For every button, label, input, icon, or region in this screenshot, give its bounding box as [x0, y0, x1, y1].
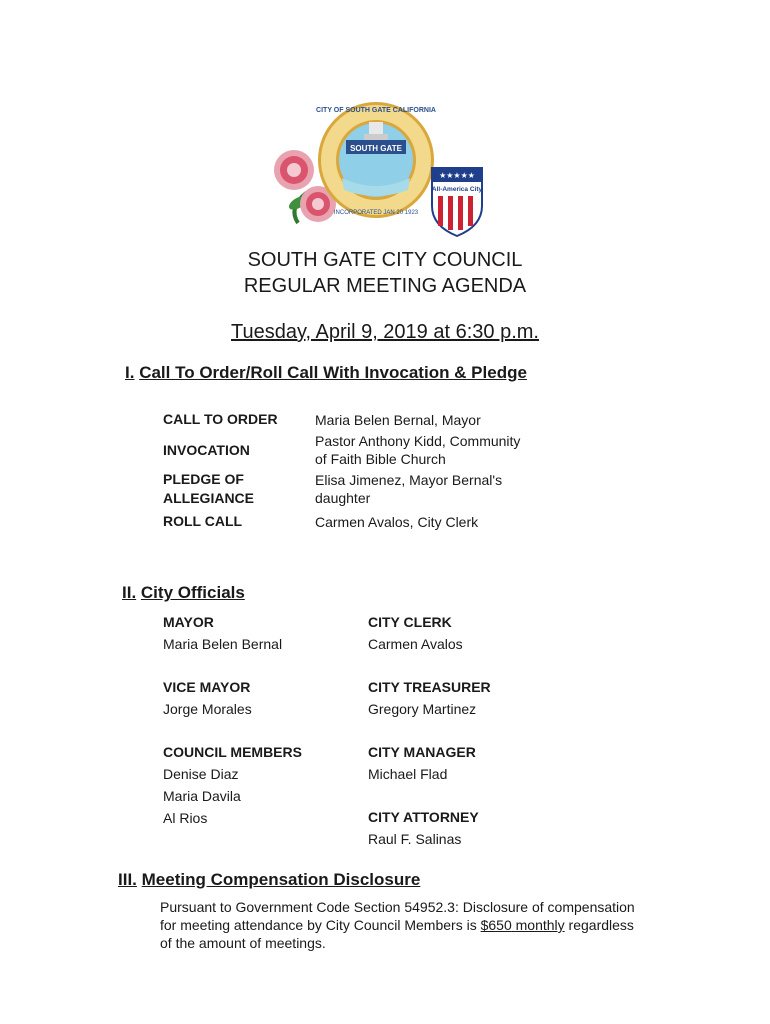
all-america-badge-text: All-America City — [431, 186, 483, 193]
city-seal-graphic — [258, 98, 494, 238]
page-title-line1: SOUTH GATE CITY COUNCIL — [247, 249, 523, 271]
invocation-value-line1: Pastor Anthony Kidd, Community — [315, 433, 521, 449]
city-clerk-role: CITY CLERK — [368, 614, 452, 630]
mayor-role: MAYOR — [163, 614, 214, 630]
section-1-heading — [125, 363, 527, 383]
pledge-value-line2: daughter — [315, 490, 371, 506]
pledge-label-line1: PLEDGE OF — [163, 471, 244, 487]
compensation-amount: $650 — [480, 917, 512, 933]
vice-mayor-name: Jorge Morales — [163, 701, 252, 717]
disclosure-text-part2: regardless of the amount of meetings. — [160, 917, 634, 951]
section-2-title: City Officials — [140, 583, 245, 602]
invocation-label: INVOCATION — [163, 442, 250, 458]
section-3-number: III. — [118, 870, 137, 889]
pledge-value-line1: Elisa Jimenez, Mayor Bernal's — [315, 472, 503, 488]
section-1-number: I. — [125, 363, 135, 382]
mayor-name: Maria Belen Bernal — [163, 636, 283, 652]
council-member-name: Maria Davila — [163, 788, 241, 804]
city-manager-name: Michael Flad — [368, 766, 448, 782]
compensation-disclosure-text — [160, 898, 640, 952]
disclosure-text-part1: Pursuant to Government Code Section 54952.3: Disclosure of compensation for meeting attendance by City Council Members is — [160, 899, 635, 933]
seal-emblem — [318, 102, 434, 218]
city-treasurer-name: Gregory Martinez — [368, 701, 477, 717]
seal-mid-text: SOUTH GATE — [350, 144, 402, 153]
council-members-role: COUNCIL MEMBERS — [163, 744, 302, 760]
section-1-title: Call To Order/Roll Call With Invocation & Pledge — [139, 363, 527, 382]
svg-text:★★★★★: ★★★★★ — [439, 171, 475, 180]
page-title-line2: REGULAR MEETING AGENDA — [243, 275, 527, 297]
all-america-shield — [432, 168, 482, 236]
seal-top-text: CITY OF SOUTH GATE CALIFORNIA — [316, 107, 436, 114]
call-to-order-label: CALL TO ORDER — [163, 411, 278, 427]
call-to-order-value: Maria Belen Bernal, Mayor — [315, 412, 481, 428]
compensation-period: monthly — [515, 917, 565, 933]
invocation-value-line2: of Faith Bible Church — [315, 451, 446, 467]
council-member-name: Denise Diaz — [163, 766, 239, 782]
city-manager-role: CITY MANAGER — [368, 744, 476, 760]
section-2-heading — [122, 583, 245, 603]
city-clerk-name: Carmen Avalos — [368, 636, 463, 652]
council-member-name: Al Rios — [163, 810, 208, 826]
roll-call-label: ROLL CALL — [163, 513, 243, 529]
section-3-heading — [118, 870, 420, 890]
section-3-title: Meeting Compensation Disclosure — [141, 870, 421, 889]
meeting-date: Tuesday, April 9, 2019 at 6:30 p.m. — [231, 321, 539, 343]
city-logo — [258, 98, 494, 238]
city-attorney-name: Raul F. Salinas — [368, 831, 462, 847]
city-treasurer-role: CITY TREASURER — [368, 679, 491, 695]
vice-mayor-role: VICE MAYOR — [163, 679, 251, 695]
roll-call-value: Carmen Avalos, City Clerk — [315, 514, 479, 530]
seal-bottom-text: INCORPORATED JAN 20 1923 — [333, 210, 419, 216]
city-attorney-role: CITY ATTORNEY — [368, 809, 479, 825]
section-2-number: II. — [122, 583, 137, 602]
pledge-label-line2: ALLEGIANCE — [163, 490, 254, 506]
